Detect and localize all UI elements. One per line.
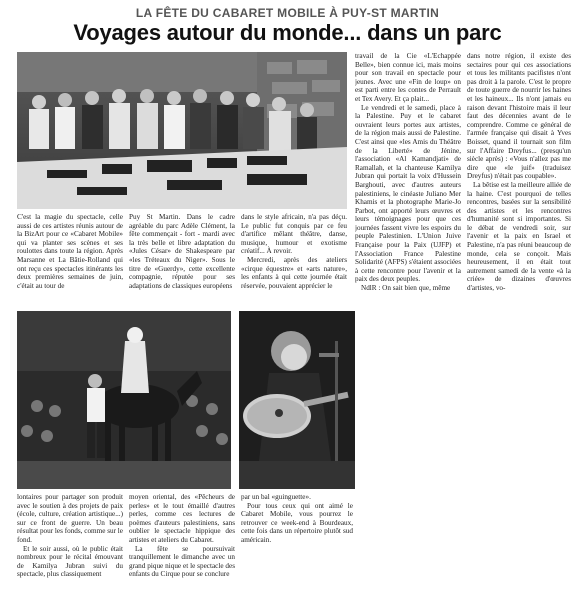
paragraph: moyen oriental, des «Pêcheurs de perles» et le tout émaillé d'autres perles, comme ces lectures de poèmes d'auteurs palestiniens, sans oublier le spectacle hippique des artistes et ateliers du Cabaret. xyxy=(129,493,235,544)
paragraph: Le vendredi et le samedi, place à la Palestine. Puy et le cabaret ouvraient leurs portes aux artistes, de la région mais aussi de Palestine. C'est ainsi que «les Amis du Théâtre de la Liberté» de Jénine, l'association «Al Kamandjati» de Ramallah, et la chanteuse Kamilya Jubran qui portait la voix d'Hussein Barghouti, avec d'autres auteurs palestiniens, le cinéaste Juliano Mer Khamis et la photographe Marie-Jo Parbot, ont apporté leurs œuvres et leurs témoignages pour que ces journées fassent vivre les espoirs du peuple Palestinien. L'Union Juive Française pour la Paix (UJFP) et l'Association France Palestine Solidarité (AFPS) s'étaient associées à cette rencontre pour l'avenir et la paix des deux peuples. xyxy=(355,103,461,284)
paragraph: Pour tous ceux qui ont aimé le Cabaret Mobile, vous pourrez le retrouver ce week-end à Bourdeaux, cette fois dans un répertoire plutôt sud américain. xyxy=(241,501,353,544)
article-column-4 xyxy=(355,52,461,377)
article-column-3-bottom xyxy=(241,493,353,597)
paragraph: Et le soir aussi, où le public était nombreux pour le récital émouvant de Kamilya Jubran suivi du spectacle, plus classiquement xyxy=(17,544,123,579)
paragraph: La bêtise est la meilleure alliée de la haine. C'est pourquoi de telles rencontres, basées sur la sensibilité des artistes et les rencontres d'humanité sont si importantes. Si le débat de vendredi soir, sur l'avenir et la paix en Israel et Palestine, n'a pas réuni beaucoup de monde, cela se conçoit. Mais heureusement, il en était tout autrement samedi de la vente «à la criée» de dizaines d'œuvres d'artistes, vo- xyxy=(467,180,571,293)
paragraph: dans notre région, il existe des sectaires pour qui ces associations et tous les militants pacifistes n'ont pas droit à la parole. C'est le propre de toute guerre de nourrir les haines et les haineux... Ils n'ont jamais eu raison devant l'histoire mais il leur faut des décennies avant de le comprendre. Comme ce général de l'armée française qui disait à Yves Boisset, quand il tournait son film sur l'Affaire Dreyfus... (presqu'un siècle après) : «Vous n'allez pas me dire que «le juif» (traduisez Dreyfus) n'était pas coupable». xyxy=(467,52,571,181)
article-column-1-bottom xyxy=(17,493,123,597)
paragraph: dans le style africain, n'a pas déçu. Le public fut conquis par ce feu d'artifice mêlant théâtre, danse, musique, humour et exotisme créatif... À revoir. xyxy=(241,213,347,256)
article-column-2-top xyxy=(129,213,235,307)
article-column-3-top xyxy=(241,213,347,307)
paragraph: Mercredi, après des ateliers «cirque équestre» et «arts nature», les enfants à qui cette journée était réservée, pouvaient apprécier le xyxy=(241,255,347,290)
paragraph: La fête se poursuivait tranquillement le dimanche avec un grand pique nique et le spectacle des enfants du Cirque pour se conclure xyxy=(129,544,235,579)
paragraph: C'est la magie du spectacle, celle aussi de ces artistes réunis autour de la BizArt pour ce «Cabaret Mobile» qui va planter ses scènes et ses roulottes dans toute la région. Après Marsanne et La Bâtie-Rolland qui ont reçu ces spectacles itinérants les deux premières semaines de juin, c'était au tour de xyxy=(17,213,123,290)
musician-photo xyxy=(239,311,355,489)
kicker: LA FÊTE DU CABARET MOBILE À PUY-ST MARTIN xyxy=(135,6,440,20)
headline: Voyages autour du monde... dans un parc xyxy=(73,20,502,45)
article-column-1-top xyxy=(17,213,123,307)
group-photo xyxy=(17,52,347,209)
paragraph: Puy St Martin. Dans le cadre agréable du parc Adèle Clément, la fête commençait - fort - mardi avec la très belle et libre adaptation du «Jules César» de Shakespeare par «les Tréteaux du Niger». Sous le titre de «Guerdy», cette excellente compagnie, réputée pour ses adaptations de classiques européens xyxy=(129,213,235,290)
paragraph: travail de la Cie «L'Echappée Belle», bien connue ici, mais moins pour son travail en spectacle pour jeunes. Avec une «Fin de loup» on est parti entre les contes de Perrault et Tex Avery. Et ça plait... xyxy=(355,52,461,103)
article-column-2-bottom xyxy=(129,493,235,597)
paragraph: lontaires pour partager son produit avec le soutien à des projets de paix (école, culture, création artistique...) sur ce front de guerre. Un beau résultat pour les fonds, comme sur le fond. xyxy=(17,493,123,544)
paragraph: par un bal «guinguette». xyxy=(241,493,311,501)
paragraph: NdlR : On sait bien que, même xyxy=(361,284,451,293)
horse-rider-photo xyxy=(17,311,231,489)
article-column-5 xyxy=(467,52,571,377)
